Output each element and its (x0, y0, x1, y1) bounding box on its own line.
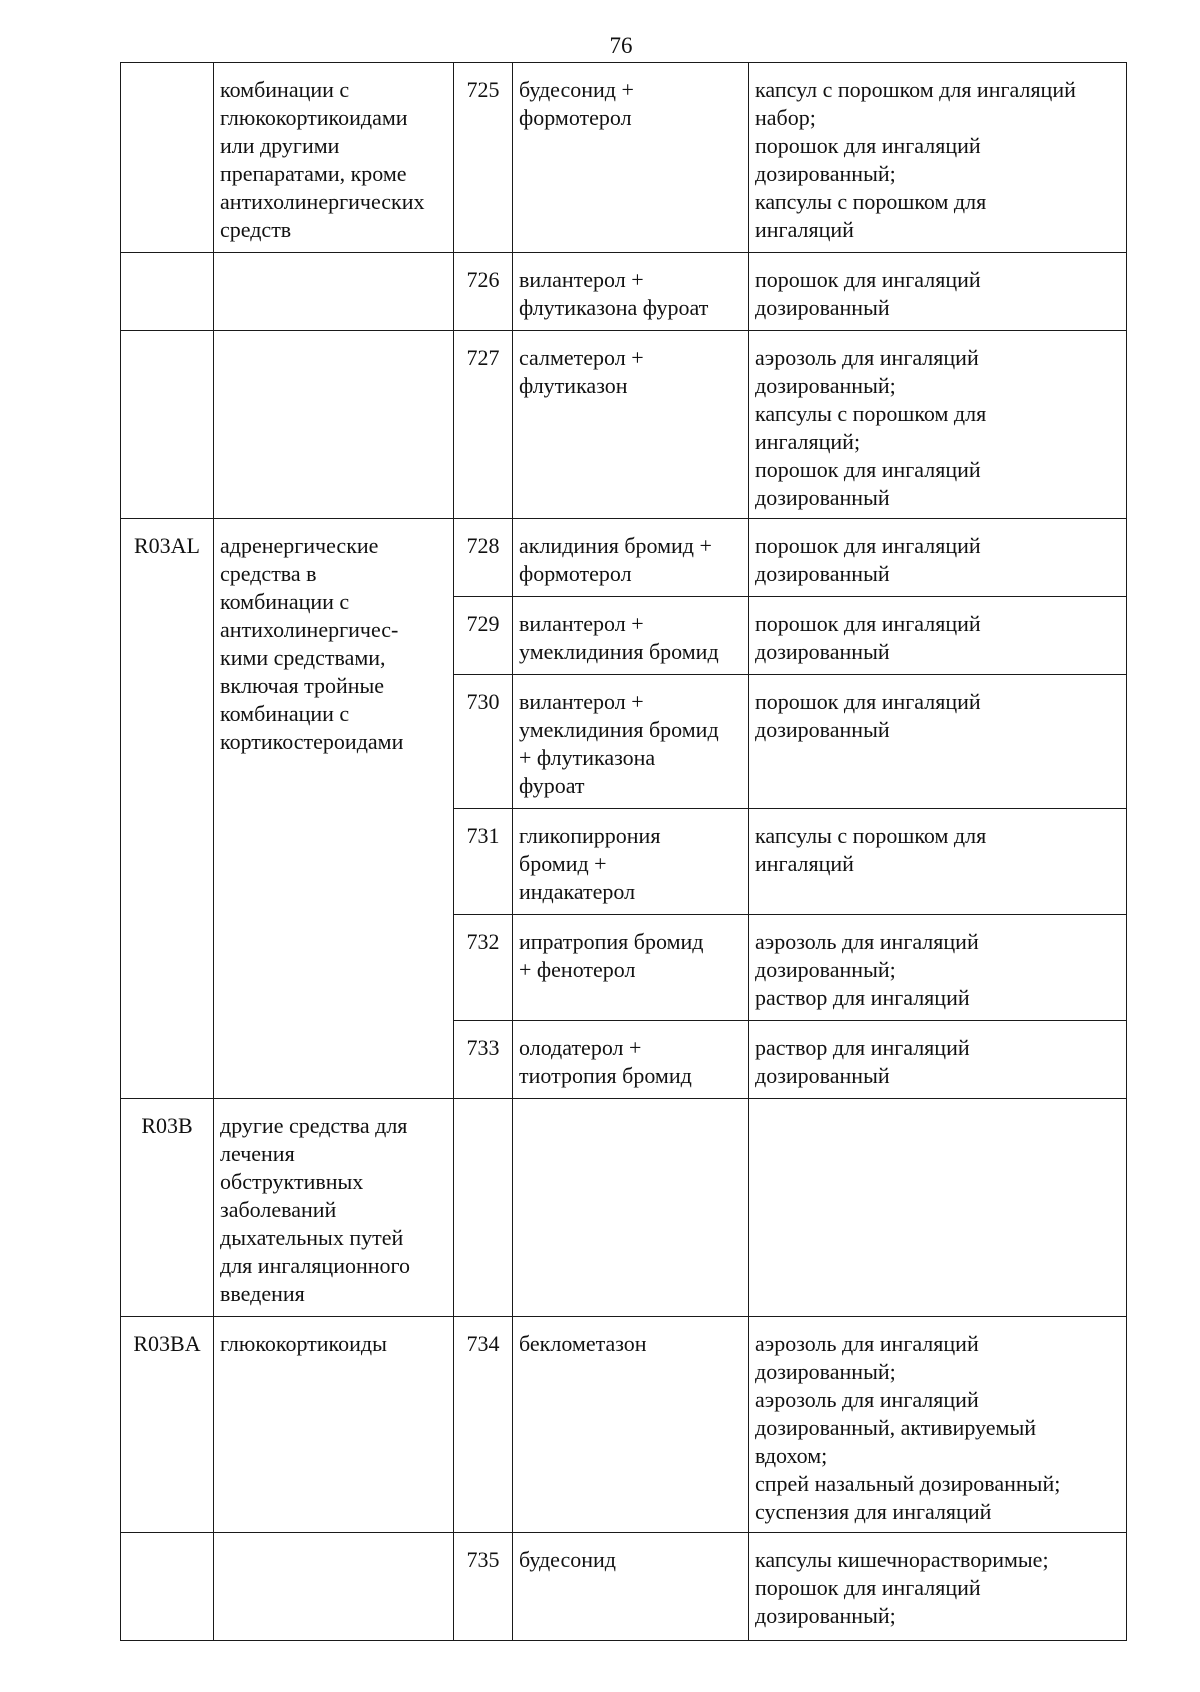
atc-code-cell (121, 331, 214, 519)
table-row (121, 1099, 1127, 1317)
drug-name-cell: будесонид + формотерол (513, 63, 749, 253)
row-number-cell: 727 (454, 331, 513, 519)
row-number-cell: 733 (454, 1021, 513, 1099)
atc-code-cell (121, 1533, 214, 1641)
row-number-cell (454, 1099, 513, 1317)
row-number-cell: 735 (454, 1533, 513, 1641)
row-number-cell: 734 (454, 1317, 513, 1533)
page-number: 76 (609, 33, 633, 58)
drug-name-cell (513, 1099, 749, 1317)
table-row (121, 331, 1127, 519)
table-row (121, 1317, 1127, 1533)
group-name-cell (214, 331, 454, 519)
drug-name-cell: будесонид (513, 1533, 749, 1641)
table-row (121, 519, 1127, 597)
row-number-cell: 731 (454, 809, 513, 915)
dosage-form-cell: раствор для ингаляций дозированный (749, 1021, 1127, 1099)
atc-code-cell: R03AL (121, 519, 214, 1099)
drug-name-cell: вилантерол + умеклидиния бромид (513, 597, 749, 675)
dosage-form-cell: порошок для ингаляций дозированный (749, 675, 1127, 809)
table-row (121, 63, 1127, 253)
drug-name-cell: вилантерол + умеклидиния бромид + флутиказона фуроат (513, 675, 749, 809)
group-name-cell (214, 1533, 454, 1641)
group-name-cell: глюкокортикоиды (214, 1317, 454, 1533)
row-number-cell: 726 (454, 253, 513, 331)
atc-code-cell: R03B (121, 1099, 214, 1317)
dosage-form-cell: порошок для ингаляций дозированный (749, 519, 1127, 597)
medication-table (120, 62, 1127, 1641)
group-name-cell: другие средства для лечения обструктивных заболеваний дыхательных путей для ингаляционного введения (214, 1099, 454, 1317)
drug-name-cell: олодатерол + тиотропия бромид (513, 1021, 749, 1099)
atc-code-cell (121, 63, 214, 253)
row-number-cell: 732 (454, 915, 513, 1021)
drug-name-cell: аклидиния бромид + формотерол (513, 519, 749, 597)
row-number-cell: 728 (454, 519, 513, 597)
row-number-cell: 729 (454, 597, 513, 675)
drug-name-cell: беклометазон (513, 1317, 749, 1533)
drug-name-cell: ипратропия бромид + фенотерол (513, 915, 749, 1021)
dosage-form-cell: капсул с порошком для ингаляций набор; порошок для ингаляций дозированный; капсулы с порошком для ингаляций (749, 63, 1127, 253)
group-name-cell: комбинации с глюкокортикоидами или другими препаратами, кроме антихолинергических средств (214, 63, 454, 253)
dosage-form-cell: капсулы с порошком для ингаляций (749, 809, 1127, 915)
row-number-cell: 730 (454, 675, 513, 809)
dosage-form-cell: аэрозоль для ингаляций дозированный; раствор для ингаляций (749, 915, 1127, 1021)
dosage-form-cell: порошок для ингаляций дозированный (749, 597, 1127, 675)
atc-code-cell: R03BA (121, 1317, 214, 1533)
dosage-form-cell: порошок для ингаляций дозированный (749, 253, 1127, 331)
table-row (121, 1533, 1127, 1641)
dosage-form-cell: аэрозоль для ингаляций дозированный; аэрозоль для ингаляций дозированный, активируемый вдохом; спрей назальный дозированный; суспензия для ингаляций (749, 1317, 1127, 1533)
drug-name-cell: гликопиррония бромид + индакатерол (513, 809, 749, 915)
dosage-form-cell: капсулы кишечнорастворимые; порошок для ингаляций дозированный; (749, 1533, 1127, 1641)
group-name-cell (214, 253, 454, 331)
atc-code-cell (121, 253, 214, 331)
dosage-form-cell (749, 1099, 1127, 1317)
drug-name-cell: салметерол + флутиказон (513, 331, 749, 519)
table-row (121, 253, 1127, 331)
group-name-cell: адренергические средства в комбинации с антихолинергичес- кими средствами, включая тройные комбинации с кортикостероидами (214, 519, 454, 1099)
dosage-form-cell: аэрозоль для ингаляций дозированный; капсулы с порошком для ингаляций; порошок для ингаляций дозированный (749, 331, 1127, 519)
row-number-cell: 725 (454, 63, 513, 253)
drug-name-cell: вилантерол + флутиказона фуроат (513, 253, 749, 331)
